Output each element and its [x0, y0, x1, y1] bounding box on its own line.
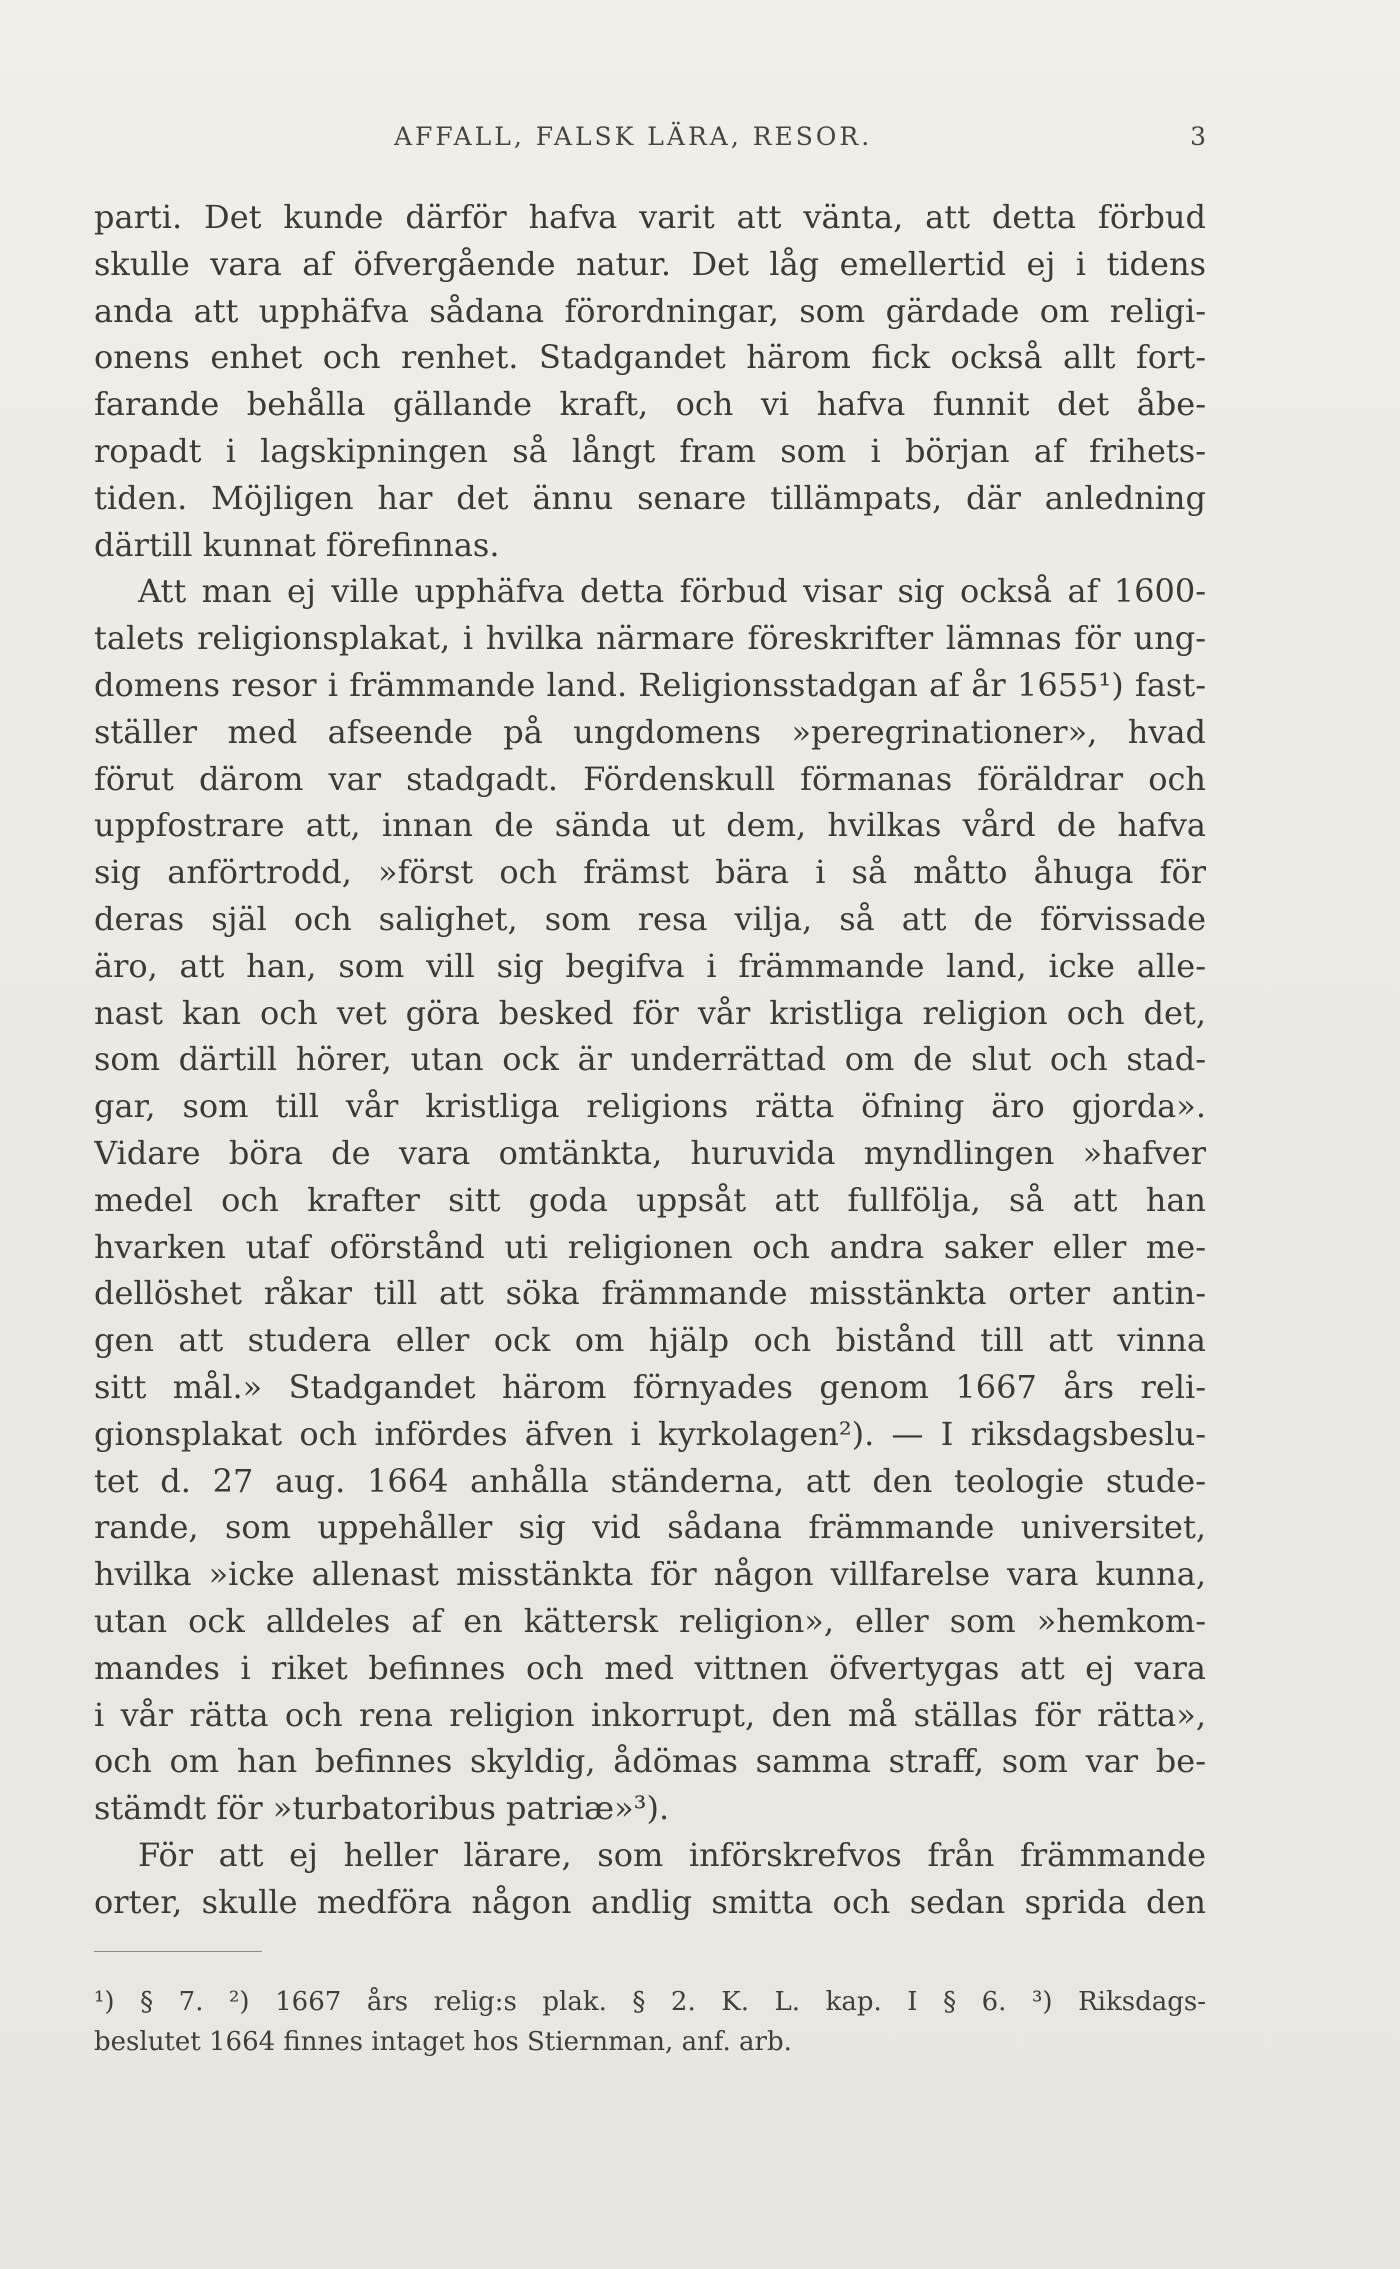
text-line: tet d. 27 aug. 1664 anhålla ständerna, att den teologie stude- — [94, 1461, 1206, 1500]
text-line: farande behålla gällande kraft, och vi hafva funnit det åbe- — [94, 385, 1206, 424]
footnote-line: beslutet 1664 finnes intaget hos Stiernman, anf. arb. — [94, 2027, 792, 2057]
text-line: rande, som uppehåller sig vid sådana främmande universitet, — [94, 1508, 1206, 1547]
text-line: deras själ och salighet, som resa vilja, så att de förvissade — [94, 899, 1206, 938]
text-line: tiden. Möjligen har det ännu senare tillämpats, där anledning — [94, 478, 1206, 517]
text-line: domens resor i främmande land. Religionsstadgan af år 1655¹) fast- — [94, 665, 1206, 704]
text-line: talets religionsplakat, i hvilka närmare föreskrifter lämnas för ung- — [94, 619, 1206, 658]
text-line: parti. Det kunde därför hafva varit att vänta, att detta förbud — [94, 198, 1206, 236]
paragraph-start-line: Att man ej ville upphäfva detta förbud visar sig också af 1600- — [138, 572, 1206, 611]
text-line: förut därom var stadgadt. Fördenskull förmanas föräldrar och — [94, 759, 1206, 798]
text-line: gionsplakat och infördes äfven i kyrkolagen²). — I riksdagsbeslu- — [94, 1414, 1206, 1453]
text-line: hvilka »icke allenast misstänkta för någon villfarelse vara kunna, — [94, 1555, 1206, 1594]
text-line: äro, att han, som vill sig begifva i främmande land, icke alle- — [94, 946, 1206, 985]
page-number: 3 — [1190, 122, 1206, 151]
text-line: hvarken utaf oförstånd uti religionen och andra saker eller me- — [94, 1227, 1206, 1266]
footnote-line: ¹) § 7. ²) 1667 års relig:s plak. § 2. K. L. kap. I § 6. ³) Riksdags- — [94, 1987, 1206, 2017]
text-line: som därtill hörer, utan ock är underrättad om de slut och stad- — [94, 1040, 1206, 1079]
text-line: Vidare böra de vara omtänkta, huruvida myndlingen »hafver — [94, 1133, 1206, 1172]
text-line: i vår rätta och rena religion inkorrupt, den må ställas för rätta», — [94, 1695, 1206, 1734]
text-line: utan ock alldeles af en kättersk religion», eller som »hemkom- — [94, 1601, 1206, 1640]
text-line: nast kan och vet göra besked för vår kristliga religion och det, — [94, 993, 1206, 1032]
page-header — [94, 122, 1206, 162]
paragraph-start-line: För att ej heller lärare, som införskrefvos från främmande — [138, 1835, 1206, 1874]
text-line: onens enhet och renhet. Stadgandet härom fick också allt fort- — [94, 338, 1206, 377]
body-text — [94, 194, 1206, 1925]
text-line: medel och krafter sitt goda uppsåt att fullfölja, så att han — [94, 1180, 1206, 1219]
text-line: sitt mål.» Stadgandet härom förnyades genom 1667 års reli- — [94, 1367, 1206, 1406]
text-line: skulle vara af öfvergående natur. Det låg emellertid ej i tidens — [94, 244, 1206, 283]
text-line: sig anförtrodd, »först och främst bära i så måtto åhuga för — [94, 853, 1206, 892]
text-line: mandes i riket befinnes och med vittnen öfvertygas att ej vara — [94, 1648, 1206, 1687]
text-line: och om han befinnes skyldig, ådömas samma straff, som var be- — [94, 1742, 1206, 1781]
text-line: uppfostrare att, innan de sända ut dem, hvilkas vård de hafva — [94, 806, 1206, 845]
text-line: dellöshet råkar till att söka främmande misstänkta orter antin- — [94, 1274, 1206, 1313]
text-line: därtill kunnat förefinnas. — [94, 525, 500, 564]
text-line: gen att studera eller ock om hjälp och bistånd till att vinna — [94, 1321, 1206, 1360]
text-line: orter, skulle medföra någon andlig smitta och sedan sprida den — [94, 1882, 1206, 1921]
text-line: gar, som till vår kristliga religions rätta öfning äro gjorda». — [94, 1087, 1206, 1126]
text-line: ställer med afseende på ungdomens »peregrinationer», hvad — [94, 712, 1206, 751]
running-head: AFFALL, FALSK LÄRA, RESOR. — [394, 122, 873, 151]
footnotes — [94, 1982, 1206, 2062]
text-line: anda att upphäfva sådana förordningar, som gärdade om religi- — [94, 291, 1206, 330]
text-line: ropadt i lagskipningen så långt fram som i början af frihets- — [94, 431, 1206, 470]
text-line: stämdt för »turbatoribus patriæ»³). — [94, 1789, 670, 1828]
footnote-divider — [94, 1951, 262, 1952]
